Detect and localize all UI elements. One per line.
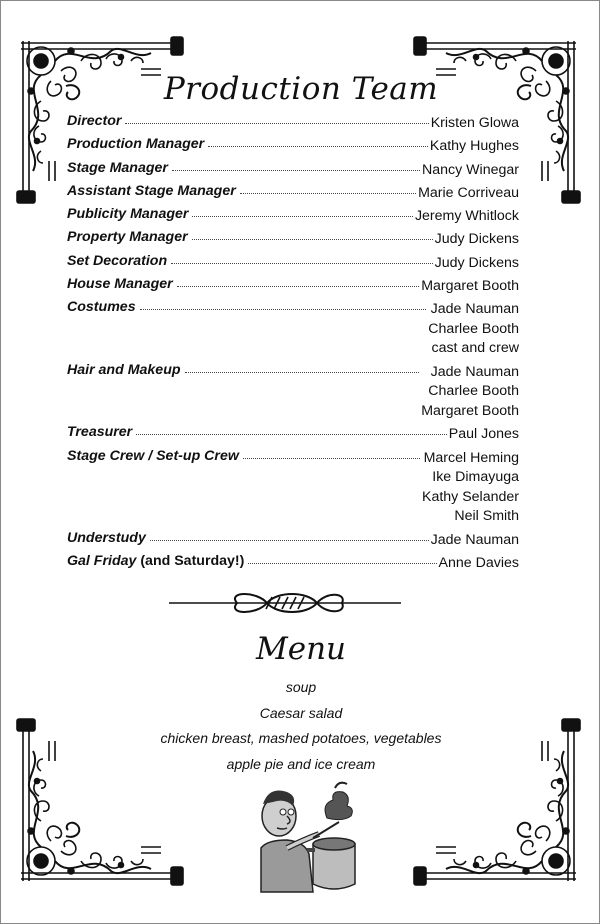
crew-row [67, 299, 519, 362]
dot-leader [125, 113, 428, 124]
dot-leader [248, 553, 436, 564]
crew-role-label: Costumes [67, 299, 136, 316]
menu-item: apple pie and ice cream [226, 755, 376, 772]
crew-member-name: Charlee Booth [428, 383, 519, 400]
crew-member-name: Jade Nauman [430, 301, 519, 318]
crew-row [67, 113, 519, 136]
crew-names [422, 161, 519, 181]
dot-leader [177, 276, 420, 287]
crew-names [449, 425, 519, 445]
crew-member-name: Jade Nauman [430, 531, 519, 548]
crew-names [431, 114, 519, 134]
crew-names [422, 449, 519, 527]
crew-role [67, 253, 167, 269]
crew-member-name: Kristen Glowa [430, 115, 519, 131]
crew-member-name: Jeremy Whitlock [414, 208, 519, 225]
crew-names [439, 554, 519, 574]
crew-member-name: Nancy Winegar [422, 161, 519, 178]
crew-names [415, 207, 519, 227]
crew-row [67, 253, 519, 276]
crew-row [67, 553, 519, 576]
crew-member-name: Kathy Selander [421, 488, 519, 505]
crew-role-label: Production Manager [67, 136, 205, 153]
crew-names [435, 254, 519, 274]
crew-role [67, 424, 132, 440]
dot-leader [208, 136, 428, 147]
crew-role-label: House Manager [67, 276, 173, 293]
crew-member-name: Judy Dickens [434, 254, 519, 271]
crew-role [67, 206, 188, 222]
production-team-title: Production Team [163, 71, 439, 107]
crew-role-label: Gal Friday [67, 552, 137, 569]
flourish-divider [167, 589, 403, 617]
crew-member-name: Neil Smith [454, 508, 519, 525]
crew-role-label: Set Decoration [67, 252, 168, 269]
crew-member-name: Kathy Hughes [429, 138, 519, 155]
crew-role-label: Assistant Stage Manager [67, 182, 236, 199]
crew-member-name: cast and crew [431, 340, 519, 357]
crew-names [430, 137, 519, 157]
menu-list [1, 677, 600, 779]
dot-leader [192, 229, 433, 240]
dot-leader [240, 183, 416, 194]
crew-member-name: Anne Davies [438, 554, 519, 571]
crew-member-name: Ike Dimayuga [432, 469, 519, 486]
crew-list [67, 113, 519, 576]
crew-role [67, 276, 173, 292]
crew-row [67, 362, 519, 425]
dot-leader [243, 448, 420, 459]
crew-role [67, 299, 136, 315]
crew-names [421, 363, 519, 422]
dot-leader [136, 424, 447, 435]
crew-member-name: Charlee Booth [428, 320, 519, 337]
crew-names [431, 531, 519, 551]
menu-title: Menu [255, 631, 347, 667]
dot-leader [192, 206, 413, 217]
menu-item: Caesar salad [259, 704, 343, 721]
crew-role-label: Publicity Manager [67, 206, 189, 223]
crew-member-name: Judy Dickens [434, 231, 519, 248]
crew-row [67, 424, 519, 447]
crew-role [67, 183, 236, 199]
crew-row [67, 276, 519, 299]
crew-role-label: Understudy [67, 529, 146, 546]
crew-row [67, 530, 519, 553]
dot-leader [140, 299, 427, 310]
crew-role [67, 160, 168, 176]
crew-member-name: Margaret Booth [421, 402, 519, 419]
menu-item: soup [285, 679, 317, 695]
crew-row [67, 206, 519, 229]
crew-role-label: Stage Crew / Set-up Crew [67, 447, 239, 464]
crew-row [67, 160, 519, 183]
dot-leader [185, 362, 420, 373]
crew-role [67, 136, 204, 152]
menu-item: chicken breast, mashed potatoes, vegetables [160, 730, 442, 746]
crew-role-label: Hair and Makeup [67, 361, 181, 378]
crew-row [67, 183, 519, 206]
dot-leader [171, 253, 433, 264]
crew-role [67, 113, 121, 129]
crew-member-name: Marie Corriveau [418, 184, 519, 201]
dot-leader [150, 530, 429, 541]
crew-role [67, 553, 244, 569]
crew-role-label: Stage Manager [67, 159, 168, 176]
crew-role-note: (and Saturday!) [136, 552, 245, 569]
crew-names [428, 300, 519, 359]
crew-row [67, 136, 519, 159]
crew-role [67, 530, 146, 546]
crew-member-name: Margaret Booth [421, 278, 519, 295]
crew-row [67, 229, 519, 252]
crew-names [418, 184, 519, 204]
crew-role-label: Director [67, 113, 122, 129]
crew-names [421, 277, 519, 297]
crew-role-label: Property Manager [67, 229, 188, 246]
crew-names [435, 230, 519, 250]
crew-member-name: Jade Nauman [430, 363, 519, 380]
crew-role [67, 229, 188, 245]
dot-leader [172, 160, 420, 171]
crew-role [67, 448, 239, 464]
crew-member-name: Paul Jones [448, 426, 519, 443]
crew-row [67, 448, 519, 530]
chef-cooking-illustration [247, 778, 359, 895]
crew-member-name: Marcel Heming [423, 449, 519, 466]
crew-role-label: Treasurer [67, 424, 133, 441]
crew-role [67, 362, 181, 378]
